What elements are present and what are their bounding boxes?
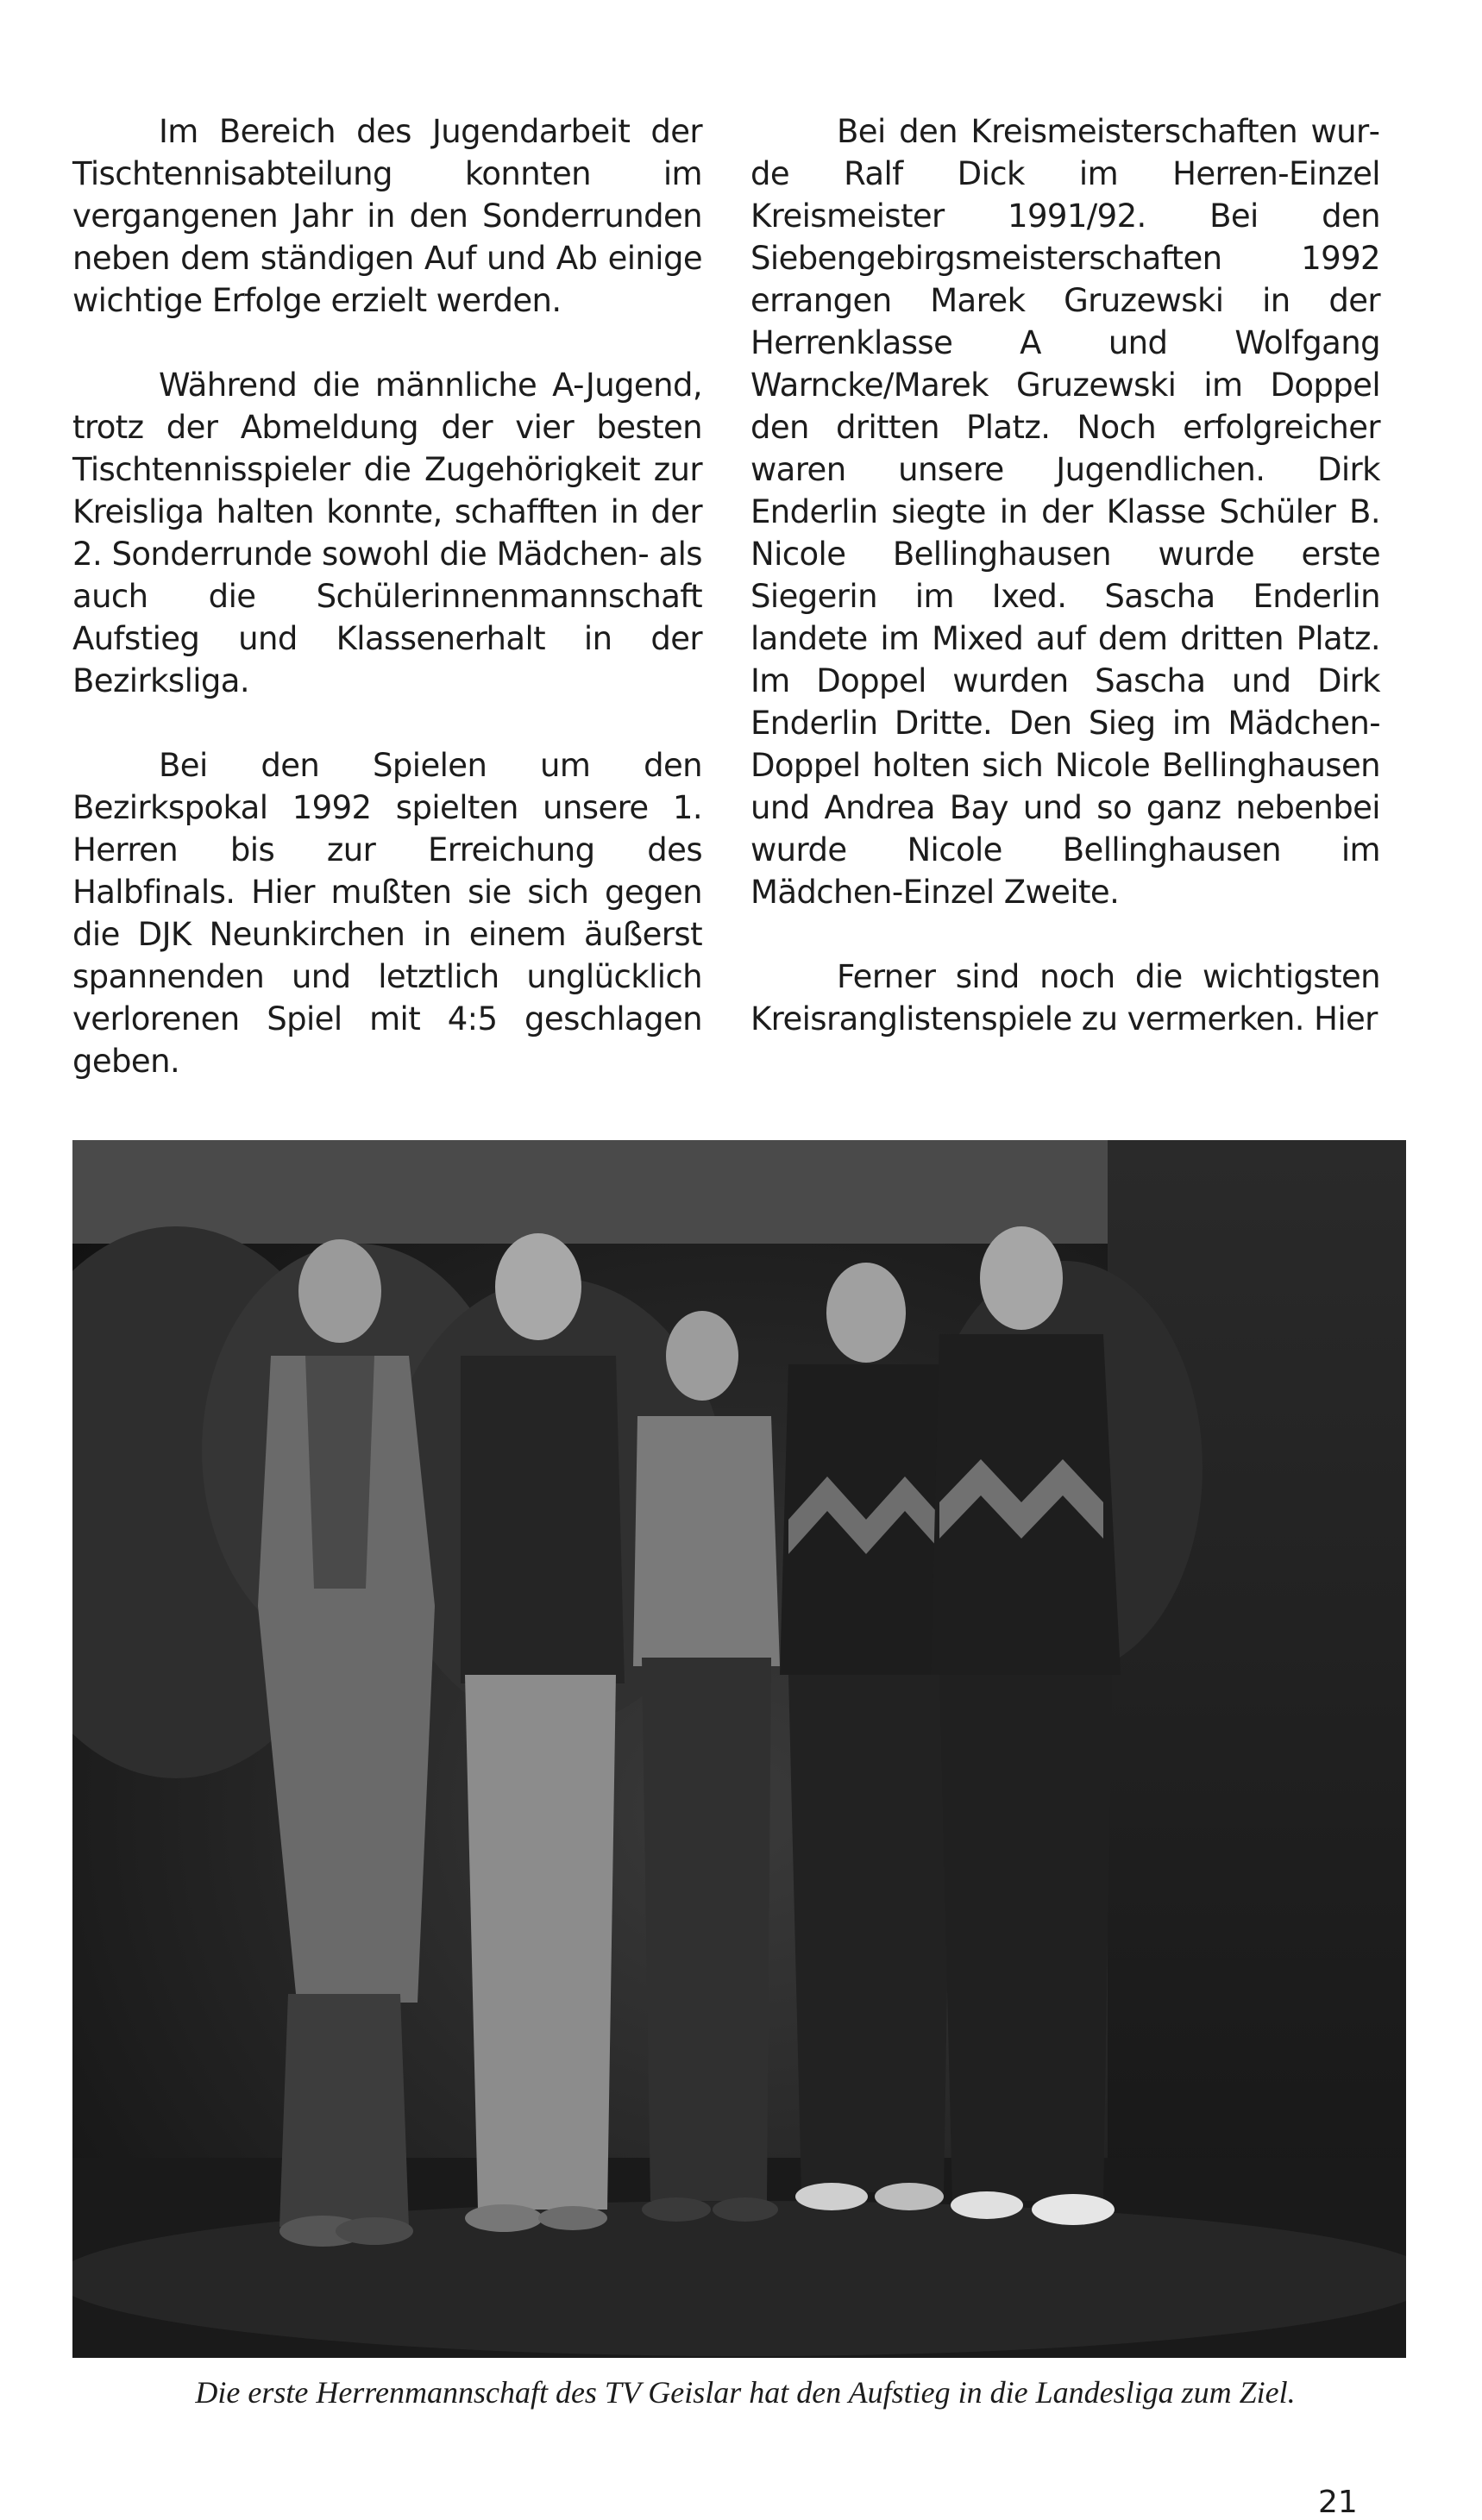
paragraph-district-cup: Bei den Spielen um den Bezirkspokal 1992 spielten unsere 1. Herren bis zur Erreichung des Halbfinals. Hier mußten sie sich gegen die DJK Neunkirchen in einem äußerst spannenden und letztlich unglücklich verlorenen Spiel mit 4:5 geschlagen geben. xyxy=(72,747,702,1080)
left-column xyxy=(72,110,702,1082)
right-column xyxy=(750,110,1380,1040)
team-photo xyxy=(72,1140,1406,2358)
paragraph-a-youth: Während die männliche A-Jugend, trotz der Abmeldung der vier besten Tischtennisspieler die Zugehörigkeit zur Kreisliga halten konnte, schafften in der 2. Sonderrunde sowohl die Mädchen- als auch die Schülerinnenmannschaft Aufstieg und Klassenerhalt in der Bezirksliga. xyxy=(72,367,702,699)
page-number: 21 xyxy=(1318,2485,1358,2520)
photo-caption: Die erste Herrenmannschaft des TV Geislar hat den Aufstieg in die Landesliga zum Ziel. xyxy=(195,2375,1296,2410)
paragraph-championships: Bei den Kreismeisterschaften wurde Ralf Dick im Herren-Einzel Kreismeister 1991/92. Bei den Siebengebirgsmeisterschaften 1992 errangen Marek Gruzewski in der Herrenklasse A und Wolfgang Warncke/Marek Gruzewski im Doppel den dritten Platz. Noch erfolgreicher waren unsere Jugendlichen. Dirk Enderlin siegte in der Klasse Schüler B. Nicole Bellinghausen wurde erste Siegerin im Ixed. Sascha Enderlin landete im Mixed auf dem dritten Platz. Im Doppel wurden Sascha und Dirk Enderlin Dritte. Den Sieg im Mädchen-Doppel holten sich Nicole Bellinghausen und Andrea Bay und so ganz nebenbei wurde Nicole Bellinghausen im Mädchen-Einzel Zweite. xyxy=(750,113,1380,911)
paragraph-youth-work: Im Bereich des Jugendarbeit der Tischtennisabteilung konnten im vergangenen Jahr in den Sonderrunden neben dem ständigen Auf und Ab einige wichtige Erfolge erzielt werden. xyxy=(72,113,702,319)
team-photo-image xyxy=(72,1140,1406,2358)
paragraph-ranking-games: Ferner sind noch die wichtigsten Kreisranglistenspiele zu vermerken. Hier xyxy=(750,958,1380,1037)
